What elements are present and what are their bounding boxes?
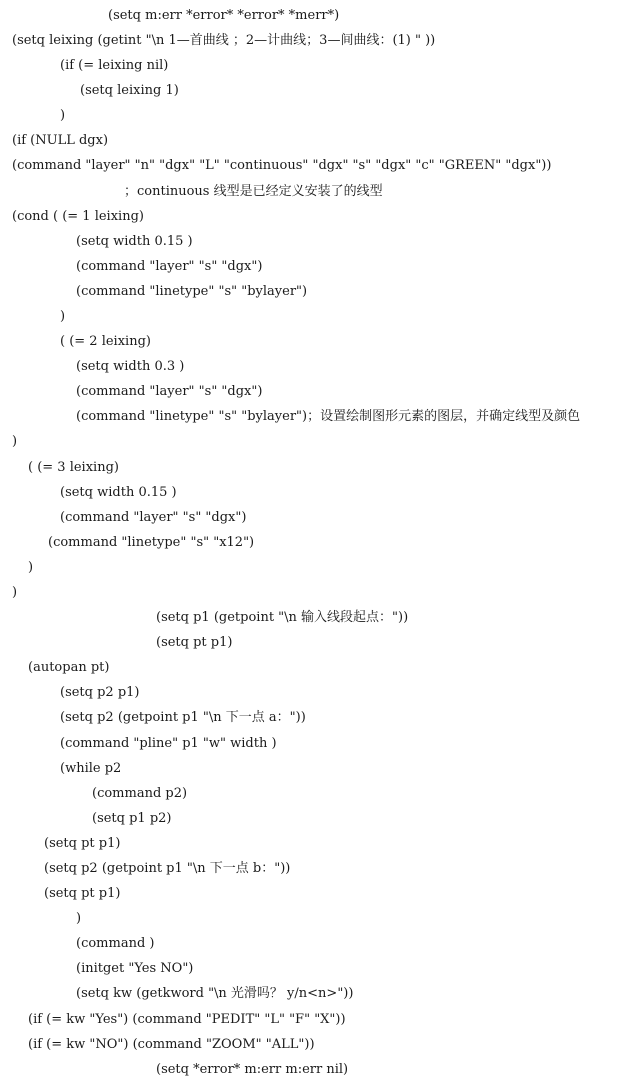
code-line: (command "linetype" "s" "bylayer") (76, 284, 308, 299)
code-line: (setq *error* m:err m:err nil) (156, 1062, 349, 1077)
code-line: (autopan pt) (28, 660, 110, 675)
code-line: ) (60, 108, 66, 123)
code-line: ) (76, 911, 82, 926)
code-line: (while p2 (60, 761, 122, 776)
code-line: (if (= leixing nil) (60, 58, 169, 73)
code-line: (setq leixing (getint "\n 1—首曲线 ；2—计曲线；3—间曲线：(1) " )) (12, 33, 436, 48)
code-line: (setq leixing 1) (80, 83, 179, 98)
code-line: (initget "Yes NO") (76, 961, 194, 976)
code-line: (if (= kw "Yes") (command "PEDIT" "L" "F" "X")) (28, 1012, 346, 1027)
code-line: (cond ( (= 1 leixing) (12, 209, 144, 224)
code-line: (setq pt p1) (44, 886, 121, 901)
code-line: (command p2) (92, 786, 188, 801)
code-line: (setq p2 (getpoint p1 "\n 下一点 a：")) (60, 710, 306, 725)
code-line: (command "layer" "n" "dgx" "L" "continuous" "dgx" "s" "dgx" "c" "GREEN" "dgx")) (12, 158, 552, 173)
code-line: (setq pt p1) (44, 836, 121, 851)
code-comment: ；continuous 线型是已经定义安装了的线型 (124, 184, 383, 199)
code-line: ) (60, 309, 66, 324)
code-line: (setq pt p1) (156, 635, 233, 650)
code-line: (setq kw (getkword "\n 光滑吗？ y/n<n>")) (76, 986, 354, 1001)
code-line: ) (28, 560, 34, 575)
code-line: (if (= kw "NO") (command "ZOOM" "ALL")) (28, 1037, 315, 1052)
code-line: (setq p1 p2) (92, 811, 172, 826)
code-line: (command "layer" "s" "dgx") (60, 510, 247, 525)
code-line: (command "linetype" "s" "x12") (48, 535, 255, 550)
code-line: ) (12, 434, 18, 449)
code-line: (setq m:err *error* *error* *merr*) (108, 8, 340, 23)
code-line: (setq width 0.15 ) (76, 234, 193, 249)
code-line: (command ) (76, 936, 155, 951)
code-line: (setq p2 p1) (60, 685, 140, 700)
code-line: ( (= 3 leixing) (28, 460, 119, 475)
code-line: ) (12, 585, 18, 600)
code-line: ( (= 2 leixing) (60, 334, 151, 349)
code-line: (command "layer" "s" "dgx") (76, 259, 263, 274)
code-line: (if (NULL dgx) (12, 133, 109, 148)
code-line: (command "linetype" "s" "bylayer")；设置绘制图形元素的图层，并确定线型及颜色 (76, 409, 581, 424)
code-line: (setq p2 (getpoint p1 "\n 下一点 b：")) (44, 861, 291, 876)
code-line: (setq width 0.3 ) (76, 359, 185, 374)
code-line: (command "layer" "s" "dgx") (76, 384, 263, 399)
code-line: (setq p1 (getpoint "\n 输入线段起点：")) (156, 610, 409, 625)
code-line: (command "pline" p1 "w" width ) (60, 736, 277, 751)
code-line: (setq width 0.15 ) (60, 485, 177, 500)
